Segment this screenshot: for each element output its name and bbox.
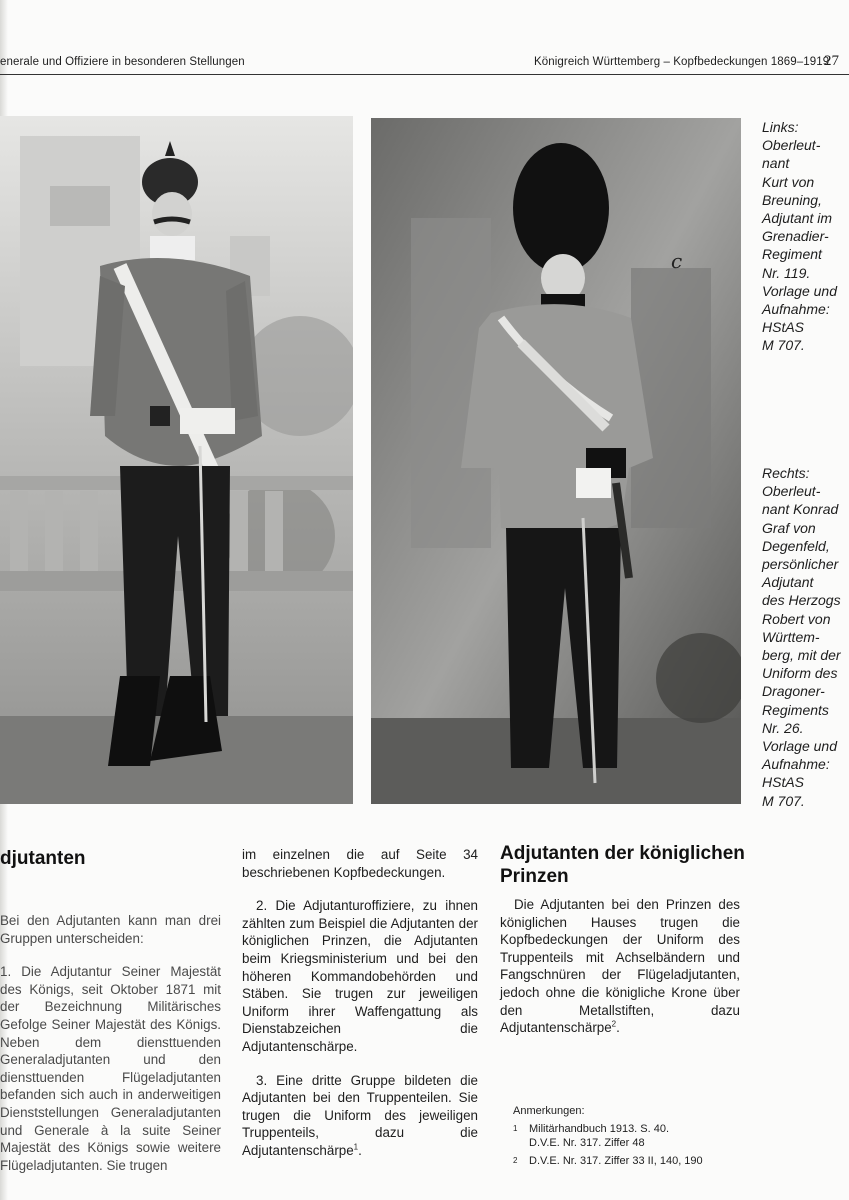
running-head-left: enerale und Offiziere in besonderen Stellungen [0,56,245,68]
notes-section [513,1104,753,1168]
note-text: D.V.E. Nr. 317. Ziffer 33 II, 140, 190 [529,1155,703,1167]
handwritten-mark: c [671,249,683,273]
note-item [513,1154,753,1168]
paragraph-with-footnote: 3. Eine dritte Gruppe bildeten die Adjutanten bei den Truppenteilen. Sie trugen die Uniform des jeweiligen Truppenteils, dazu die Adjutantenschärpe$^1$. [242,1072,478,1158]
paragraph-text: Die Adjutanten bei den Prinzen des königlichen Hauses trugen die Kopfbedeckungen der Uniform des Truppenteils mit Achselbändern und Fangschnüren der Flügeladjutanten, jedoch ohne die königliche Krone über den Metallstiften, dazu Adjutantenschärpe [500,897,740,1036]
note-number: 2 [513,1156,518,1165]
page-number: 27 [824,53,839,69]
caption-right: Rechts: Oberleut- nant Konrad Graf von Degenfeld, persönlicher Adjutant des Herzogs Robert von Württem- berg, mit der Uniform des Dragoner- Regiments Nr. 26. Vorlage und Aufnahme: HStAS M 707. [762,465,841,809]
paragraph: 2. Die Adjutanturoffiziere, zu ihnen zählten zum Beispiel die Adjutanten der königlichen Prinzen, die Adjutanten beim Kriegsministerium und bei den höheren Kommandobehörden und Stäben. Sie trugen zur jeweiligen Uniform ihrer Waffengattung als Dienstabzeichen die Adjutantenschärpe. [242,898,478,1054]
footnote-ref[interactable]: 2 [611,1019,617,1029]
paragraph: im einzelnen die auf Seite 34 beschriebenen Kopfbedeckungen. [242,847,478,880]
body-column-right [500,896,740,1053]
paragraph-with-footnote: Die Adjutanten bei den Prinzen des königlichen Hauses trugen die Kopfbedeckungen der Uniform des Truppenteils mit Achselbändern und Fangschnüren der Flügeladjutanten, jedoch ohne die königliche Krone über den Metallstiften, dazu Adjutantenschärpe$^2$. [500,897,740,1036]
footnote-ref[interactable]: 1 [353,1142,359,1152]
caption-left: Links: Oberleut- nant Kurt von Breuning, Adjutant im Grenadier- Regiment Nr. 119. Vorlage und Aufnahme: HStAS M 707. [762,119,837,354]
note-text: Militärhandbuch 1913. S. 40. D.V.E. Nr. 317. Ziffer 48 [529,1123,670,1149]
paragraph-text: 3. Eine dritte Gruppe bildeten die Adjutanten bei den Truppenteilen. Sie trugen die Uniform des jeweiligen Truppenteils, dazu die Adjutantenschärpe [242,1072,478,1158]
running-head-right: Königreich Württemberg – Kopfbedeckungen 1869–1919 [534,56,830,68]
body-column-left [0,912,221,1190]
paragraph: 1. Die Adjutantur Seiner Majestät des Königs, seit Oktober 1871 mit der Bezeichnung Militärisches Gefolge Seiner Majestät des Königs. Neben dem diensttuenden Generaladjutanten und den diensttuenden Flügeladjutanten befanden sich auch in anderweitigen Dienststellungen Generaladjutanten und Generale à la suite Seiner Majestät des Königs sowie weitere Flügeladjutanten. Sie trugen [0,964,221,1173]
section-heading-adjutanten: djutanten [0,848,86,869]
header-rule [0,74,849,75]
note-item [513,1122,753,1150]
section-heading-prinzen: Adjutanten der königlichen Prinzen [500,843,745,887]
photo-right-officer-bearskin [371,118,741,804]
paragraph: Bei den Adjutanten kann man drei Gruppen unterscheiden: [0,913,221,946]
photo-left-officer-pickelhaube [0,116,353,804]
body-column-middle [242,846,478,1176]
notes-title: Anmerkungen: [513,1105,585,1117]
note-number: 1 [513,1124,518,1133]
